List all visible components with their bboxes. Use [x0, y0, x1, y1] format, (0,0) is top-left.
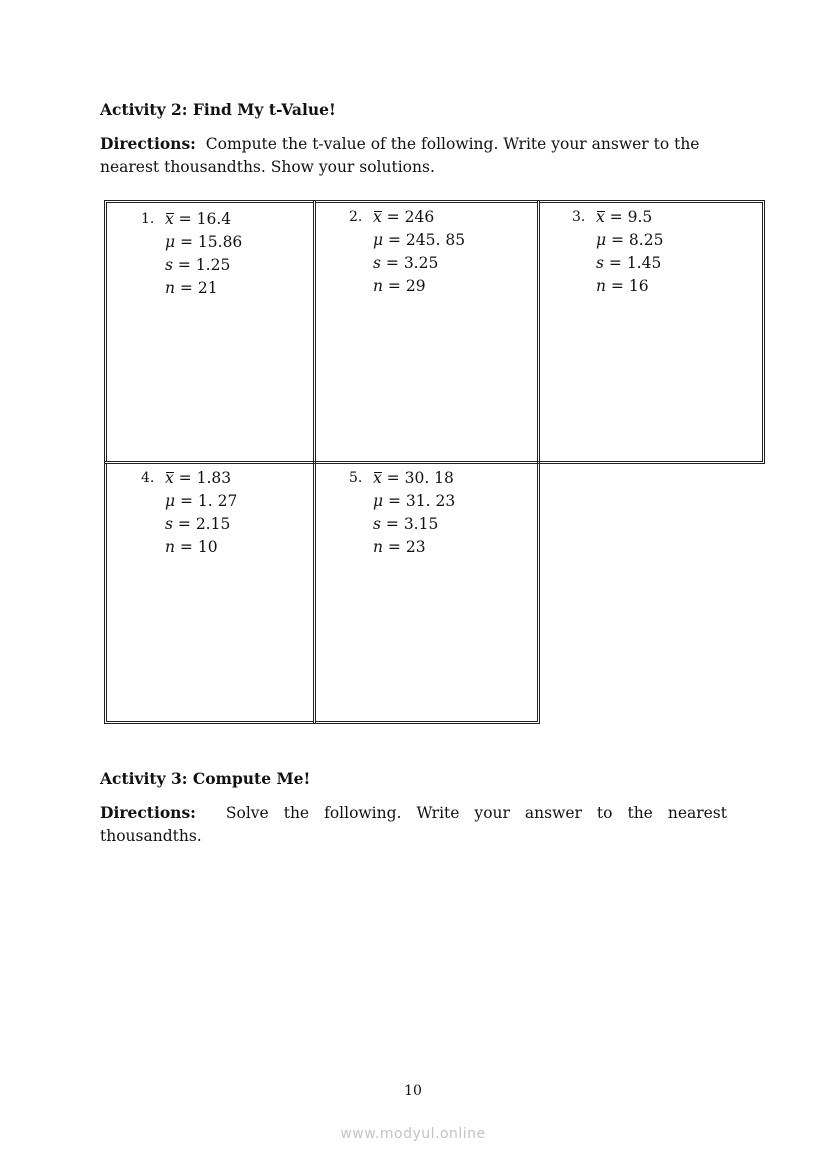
n-symbol: n: [165, 279, 175, 297]
activity-2-title: Activity 2: Find My t-Value!: [100, 100, 336, 119]
s-value: 1.25: [195, 256, 231, 274]
page-number: 10: [404, 1083, 422, 1099]
xbar-symbol: x: [373, 208, 382, 226]
xbar-line: x = 9.5: [596, 208, 653, 226]
mu-line: μ = 245. 85: [373, 231, 466, 249]
n-value: 10: [197, 538, 218, 556]
xbar-symbol: x: [165, 469, 174, 487]
mu-symbol: μ: [596, 231, 607, 249]
s-symbol: s: [165, 515, 173, 533]
problem-cell-1: [104, 200, 316, 464]
mu-value: 245. 85: [405, 231, 466, 249]
xbar-line: x = 246: [373, 208, 435, 226]
problem-number: 3.: [572, 209, 586, 225]
s-symbol: s: [373, 515, 381, 533]
xbar-symbol: x: [165, 210, 174, 228]
problem-1: [141, 208, 243, 300]
problem-number: 4.: [141, 470, 155, 486]
s-value: 2.15: [195, 515, 231, 533]
mu-symbol: μ: [165, 492, 176, 510]
directions-text: Compute the t-value of the following. Write your answer to the nearest thousandths. Show your solutions.: [100, 135, 700, 176]
s-line: s = 3.25: [373, 254, 439, 272]
s-line: s = 2.15: [165, 515, 231, 533]
xbar-value: 246: [404, 208, 435, 226]
watermark: www.modyul.online: [340, 1126, 486, 1142]
s-line: s = 3.15: [373, 515, 439, 533]
directions-label: Directions:: [100, 803, 196, 822]
mu-symbol: μ: [165, 233, 176, 251]
mu-symbol: μ: [373, 231, 384, 249]
xbar-value: 1.83: [196, 469, 232, 487]
problem-3: [572, 206, 664, 298]
activity-2-directions: [100, 132, 727, 179]
xbar-line: x = 1.83: [165, 469, 232, 487]
s-value: 3.15: [403, 515, 439, 533]
mu-line: μ = 15.86: [165, 233, 243, 251]
n-line: n = 21: [165, 279, 218, 297]
directions-text: Solve the following. Write your answer to the nearest thousandths.: [100, 804, 727, 845]
xbar-line: x = 30. 18: [373, 469, 454, 487]
n-symbol: n: [373, 538, 383, 556]
s-line: s = 1.25: [165, 256, 231, 274]
n-line: n = 29: [373, 277, 426, 295]
problem-5: [349, 467, 456, 559]
mu-symbol: μ: [373, 492, 384, 510]
activity-3-directions: [100, 801, 727, 848]
s-line: s = 1.45: [596, 254, 662, 272]
n-line: n = 23: [373, 538, 426, 556]
xbar-symbol: x: [596, 208, 605, 226]
problem-2: [349, 206, 466, 298]
xbar-value: 9.5: [627, 208, 653, 226]
xbar-line: x = 16.4: [165, 210, 232, 228]
problem-number: 5.: [349, 470, 363, 486]
xbar-value: 30. 18: [404, 469, 454, 487]
n-value: 23: [405, 538, 426, 556]
mu-value: 1. 27: [197, 492, 238, 510]
problem-cell-5: [313, 461, 540, 724]
mu-line: μ = 31. 23: [373, 492, 456, 510]
n-symbol: n: [373, 277, 383, 295]
n-value: 16: [628, 277, 649, 295]
n-symbol: n: [596, 277, 606, 295]
s-symbol: s: [596, 254, 604, 272]
problem-cell-3: [537, 200, 765, 464]
mu-line: μ = 1. 27: [165, 492, 238, 510]
n-value: 21: [197, 279, 218, 297]
n-symbol: n: [165, 538, 175, 556]
n-line: n = 10: [165, 538, 218, 556]
s-symbol: s: [373, 254, 381, 272]
activity-3-title: Activity 3: Compute Me!: [100, 769, 311, 788]
s-symbol: s: [165, 256, 173, 274]
xbar-value: 16.4: [196, 210, 232, 228]
mu-value: 31. 23: [405, 492, 456, 510]
s-value: 3.25: [403, 254, 439, 272]
xbar-symbol: x: [373, 469, 382, 487]
directions-label: Directions:: [100, 134, 196, 153]
problem-number: 1.: [141, 211, 155, 227]
problem-cell-4: [104, 461, 316, 724]
mu-value: 15.86: [197, 233, 243, 251]
problem-cell-2: [313, 200, 540, 464]
problem-4: [141, 467, 238, 559]
problem-number: 2.: [349, 209, 363, 225]
n-value: 29: [405, 277, 426, 295]
n-line: n = 16: [596, 277, 649, 295]
mu-line: μ = 8.25: [596, 231, 664, 249]
s-value: 1.45: [626, 254, 662, 272]
mu-value: 8.25: [628, 231, 664, 249]
problems-table: [104, 200, 765, 724]
